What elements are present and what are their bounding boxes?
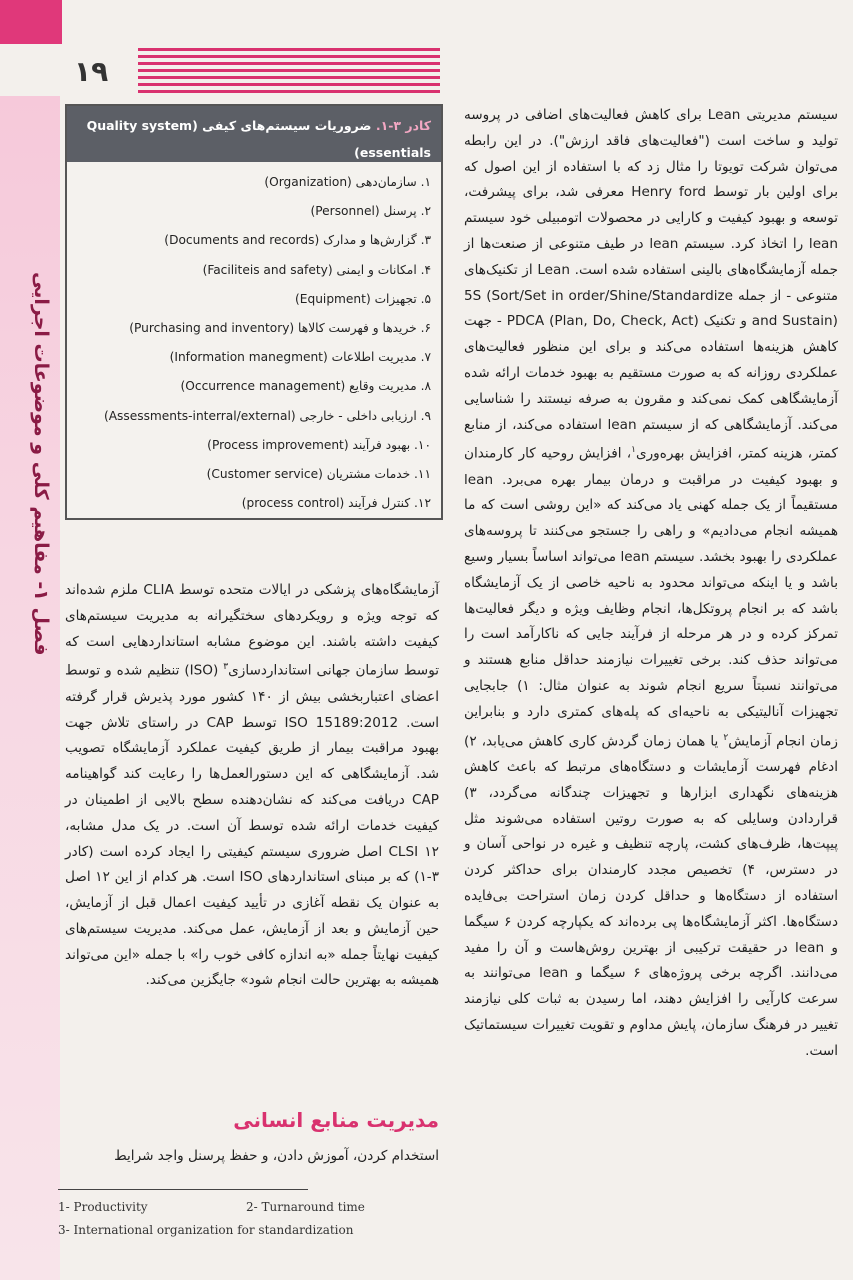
list-item: ۱۱. خدمات مشتریان (Customer service) [206,467,431,482]
footnote-2: 2- Turnaround time [246,1200,365,1214]
left-column-paragraph [65,578,439,994]
list-item: ۸. مدیریت وقایع (Occurrence management) [180,379,431,394]
hr-paragraph: استخدام کردن، آموزش دادن، و حفظ پرسنل واجد شرایط [114,1148,439,1164]
box-header [67,106,441,162]
lean-text-3: یا همان زمان گردش کاری کاهش می‌یابد، ۲) ادغام فهرست آزمایشات و دستگاه‌های مرتبط که باعث کاهش هزینه‌های نگهداری ابزارها و تجهیزات چندگانه می‌گردد، ۳) قراردادن وسایلی که به صورت روتین استفاده می‌شوند مثل پیپت‌ها، ظرف‌های کشت، پارچه تنظیف و غیره در نواحی آسان و در دسترس، ۴) تخصیص مجدد کارمندان برای حداکثر کردن استفاده از دستگاه‌ها و حداقل کردن زمان استراحت بی‌فایده دستگاه‌ها. اکثر آزمایشگاه‌ها پی برده‌اند که یکپارچه کردن ۶ سیگما و lean در حقیقت ترکیبی از بهترین روش‌هاست و آن را مفید می‌دانند. اگرچه برخی پروژه‌های ۶ سیگما و lean می‌توانند به سرعت کارآیی را افزایش دهند، اما رسیدن به ثبات کلی نیازمند تغییر در فرهنگ سازمان، پایش مداوم و تقویت تغییرات سیستماتیک است. [464,733,839,1059]
box-list [67,162,441,518]
lean-text-2: ، افزایش روحیه کار کارمندان و بهبود کیفیت در مراقبت و درمان بیمار بهره می‌برد. lean مستقیماً از یک جمله کهنی یاد می‌کند که «این روشی است که ما همیشه انجام می‌دادیم» و راهی را جستجو می‌کنند تا پروسه‌های عملکردی را بهبود بخشد. سیستم lean می‌تواند اساساً بسیار وسیع باشد و یا اینکه می‌تواند محدود به ناحیه خاصی از یک آزمایشگاه باشد که بر انجام پروتکل‌ها، انجام وظایف ویژه و دیگر فعالیت‌ها تمرکز کرده و در هر مرحله از فرآیند جایی که ناکارآمد است را می‌تواند حذف کند. برخی تغییرات نیازمند حداقل منابع هستند و می‌توانند نسبتاً سریع انجام شوند به عنوان مثال: ۱) جابجایی تجهیزات آنالیتیکی به ناحیه‌ای که پله‌های کمتری دارد و بنابراین زمان انجام آزمایش [464,445,839,750]
footnote-3: 3- International organization for standardization [58,1223,354,1237]
list-item: ۹. ارزیابی داخلی - خارجی (Assessments-interral/external) [103,408,431,423]
list-item: ۶. خریدها و فهرست کالاها (Purchasing and inventory) [129,321,431,336]
list-item: ۵. تجهیزات (Equipment) [295,291,431,306]
chapter-title: فصل ۱- مفاهیم کلی و موضوعات اجرایی [30,272,52,656]
list-item: ۳. گزارش‌ها و مدارک (Documents and records) [164,233,431,248]
lean-text-1: سیستم مدیریتی Lean برای کاهش فعالیت‌های اضافی در پروسه تولید و ساخت است ("فعالیت‌های فاقد ارزش"). در این رابطه می‌توان شرکت تویوتا را مثال زد که با استفاده از این اصول که برای اولین بار توسط Henry ford معرفی شد، برای پیشرفت، توسعه و بهبود کیفیت و کارایی در محصولات اتومبیلی خود سیستم lean را اتخاذ کرد. سیستم lean در طیف متنوعی از صنعت‌ها از جمله آزمایشگاه‌های بالینی استفاده شده است. Lean از تکنیک‌های متنوعی - از جمله 5S (Sort/Set in order/Shine/Standardize and Sustain) و تکنیک PDCA (Plan, Do, Check, Act) - جهت کاهش هزینه‌ها استفاده می‌کند و برای این منظور فعالیت‌های عملکردی روزانه که به صورت مستقیم به بهبود خدمات ارائه شده آزمایشگاهی کمک نمی‌کند و مقرون به صرفه نیستند را شناسایی می‌کند. آزمایشگاهی که از سیستم lean استفاده می‌کند، از منابع کمتر، هزینه کمتر، افزایش بهره‌وری [464,107,839,462]
clia-text-2: (ISO) تنظیم شده و توسط اعضای اعتباربخشی بیش از ۱۴۰ کشور مورد پذیرش قرار گرفته است. ISO 15189:2012 توسط CAP در راستای تلاش جهت بهبود مراقبت بیمار از طریق کیفیت عملکرد آزمایشگاه تصویب شد. آزمایشگاهی که این دستورالعمل‌ها را رعایت کند گواهینامه CAP دریافت می‌کند که نشان‌دهنده سطح بالایی از اطمینان در کیفیت خدمات ارائه شده توسط آن است. در یک مدل مشابه، CLSI ۱۲ اصل ضروری سیستم کیفیتی را ایجاد کرده است (کادر ۳-۱) که بر مبنای استانداردهای ISO است. هر کدام از این ۱۲ اصل به عنوان یک نقطه آغازی در تأیید کیفیت اعمال قبل از آزمایش، حین آزمایش و بعد از آزمایش، عمل می‌کند. مدیریت سیستم‌های کیفیت نهایتاً جمله «به اندازه کافی خوب را» با جمله «این می‌تواند همیشه به بهترین حالت انجام شود» جایگزین می‌کند. [65,662,439,989]
box-label: کادر ۳-۱. [375,118,431,133]
footnote-1: 1- Productivity [58,1200,148,1214]
header-stripes [138,48,440,94]
list-item: ۷. مدیریت اطلاعات (Information manegment) [169,350,431,365]
list-item: ۱۰. بهبود فرآیند (Process improvement) [207,437,431,452]
chapter-side-panel [0,96,60,1280]
page-number: ۱۹ [74,55,109,88]
list-item: ۱. سازمان‌دهی (Organization) [264,175,431,189]
list-item: ۴. امکانات و ایمنی (Faciliteis and safety) [202,262,431,277]
footnote-ref-1: ۱ [631,445,636,456]
list-item: ۲. پرسنل (Personnel) [310,204,431,219]
footnote-divider [58,1189,308,1190]
corner-tab [0,0,62,44]
footnote-ref-2: ۲ [723,732,729,743]
right-column-paragraph [464,103,838,1065]
footnote-ref-3: ۳ [223,662,229,673]
clia-text-1: آزمایشگاه‌های پزشکی در ایالات متحده توسط CLIA ملزم شده‌اند که توجه ویژه و رویکردهای سختگیرانه به مدیریت سیستم‌های کیفیت داشته باشند. این موضوع مشابه استانداردهایی است که توسط سازمان جهانی استانداردسازی [65,582,440,679]
list-item: ۱۲. کنترل فرآیند (process control) [241,496,431,511]
quality-essentials-box [65,104,443,520]
section-heading: مدیریت منابع انسانی [233,1108,439,1132]
box-title: ضروریات سیستم‌های کیفی (Quality system essentials) [86,118,431,160]
